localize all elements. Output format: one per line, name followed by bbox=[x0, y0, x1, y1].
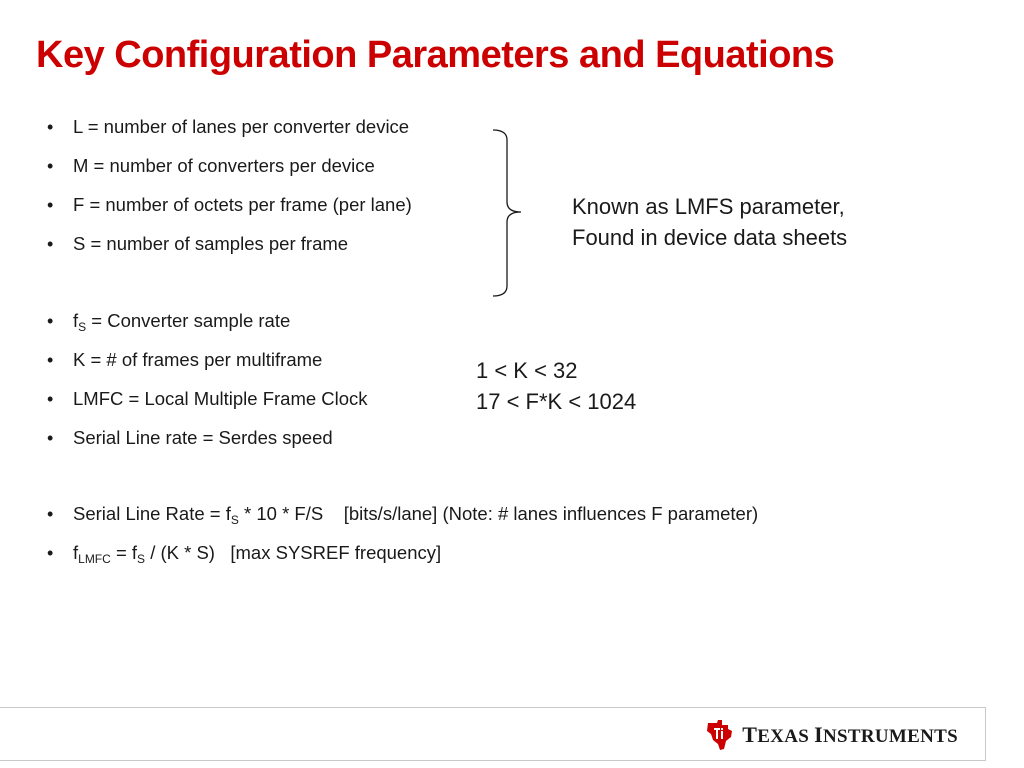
definition-m: • M = number of converters per device bbox=[47, 154, 412, 193]
texas-instruments-icon bbox=[704, 719, 736, 751]
serial-rate-pre: Serial Line Rate = f bbox=[73, 503, 231, 524]
definition-f: • F = number of octets per frame (per lane) bbox=[47, 193, 412, 232]
texas-instruments-logo bbox=[704, 718, 958, 752]
param-fs bbox=[47, 309, 368, 348]
right-curly-brace bbox=[490, 128, 524, 298]
logo-wordmark: TEXAS INSTRUMENTS bbox=[742, 722, 958, 747]
flmfc-mid: = f bbox=[110, 542, 138, 563]
serial-rate-post: * 10 * F/S [bits/s/lane] (Note: # lanes influences F parameter) bbox=[238, 503, 759, 524]
serial-rate-subscript: S bbox=[230, 513, 239, 527]
fs-base: f bbox=[73, 310, 79, 331]
fs-subscript: S bbox=[78, 320, 87, 334]
lmfs-note bbox=[572, 191, 847, 253]
param-k: • K = # of frames per multiframe bbox=[47, 348, 368, 387]
param-lmfc: • LMFC = Local Multiple Frame Clock bbox=[47, 387, 368, 426]
k-limit-line-2: 17 < F*K < 1024 bbox=[476, 389, 637, 414]
k-limits bbox=[476, 355, 636, 417]
equations-list bbox=[47, 502, 758, 580]
k-limit-line-1: 1 < K < 32 bbox=[476, 358, 578, 383]
definition-l: • L = number of lanes per converter device bbox=[47, 115, 412, 154]
lmfs-note-line-2: Found in device data sheets bbox=[572, 225, 848, 250]
definition-s: • S = number of samples per frame bbox=[47, 232, 412, 271]
lmfs-definitions-list bbox=[47, 115, 412, 271]
param-serial-line-rate: • Serial Line rate = Serdes speed bbox=[47, 426, 368, 465]
flmfc-fs-subscript: S bbox=[137, 552, 146, 566]
flmfc-base: f bbox=[73, 542, 79, 563]
page-title: Key Configuration Parameters and Equations bbox=[36, 34, 835, 76]
parameters-list bbox=[47, 309, 368, 465]
flmfc-subscript: LMFC bbox=[78, 552, 111, 566]
fs-desc: = Converter sample rate bbox=[86, 310, 291, 331]
flmfc-post: / (K * S) [max SYSREF frequency] bbox=[145, 542, 442, 563]
lmfs-note-line-1: Known as LMFS parameter, bbox=[572, 194, 845, 219]
equation-flmfc bbox=[47, 541, 758, 580]
equation-serial-line-rate bbox=[47, 502, 758, 541]
